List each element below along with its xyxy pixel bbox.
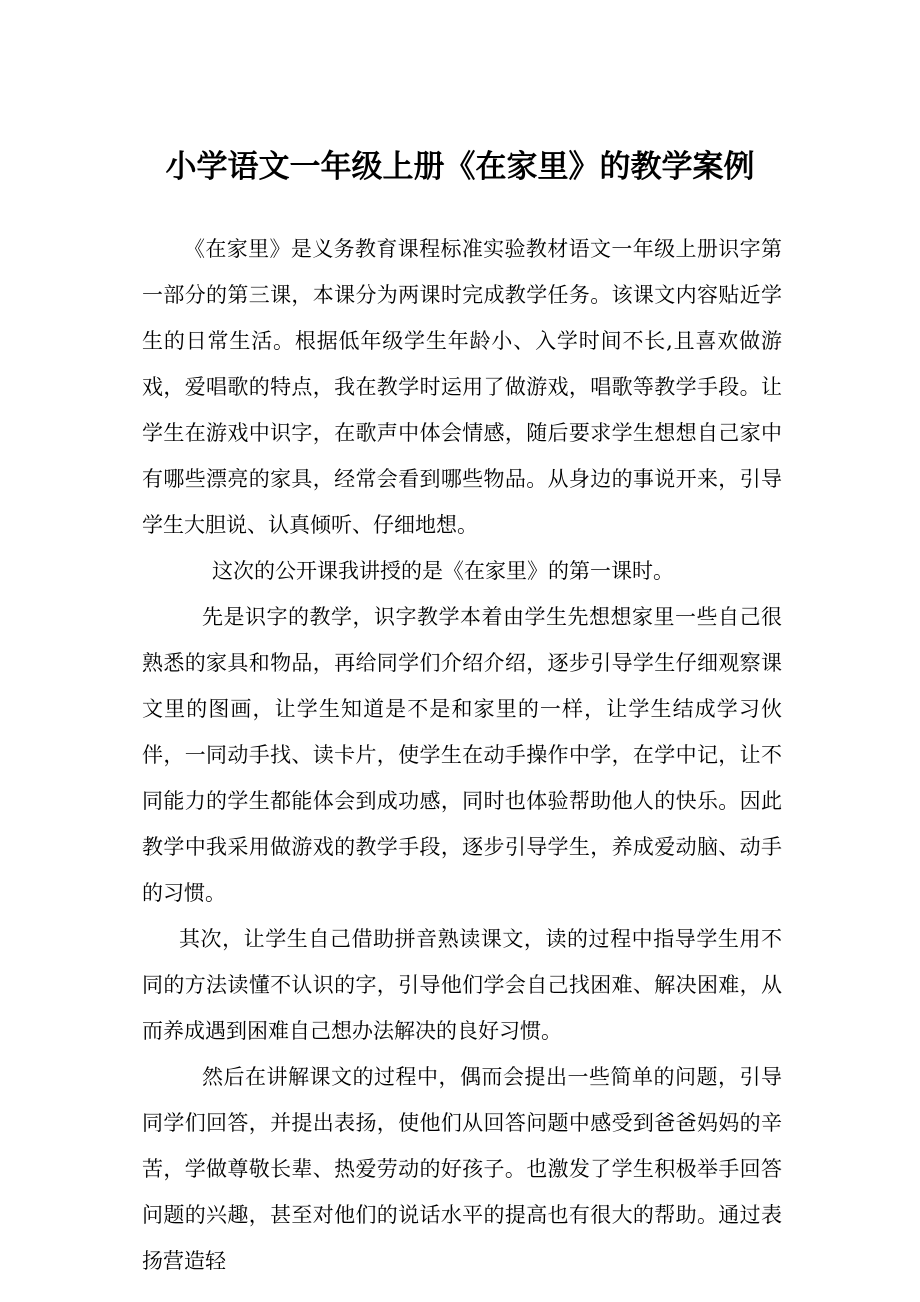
paragraph-literacy-teaching: 先是识字的教学，识字教学本着由学生先想想家里一些自己很熟悉的家具和物品，再给同学们介绍介绍，逐步引导学生仔细观察课文里的图画，让学生知道是不是和家里的一样，让学生结成学习伙伴，一同动手找、读卡片，使学生在动手操作中学，在学中记，让不同能力的学生都能体会到成功感，同时也体验帮助他人的快乐。因此教学中我采用做游戏的教学手段，逐步引导学生，养成爱动脑、动手的习惯。 [142, 605, 782, 905]
paragraph-intro: 《在家里》是义务教育课程标准实验教材语文一年级上册识字第一部分的第三课，本课分为两课时完成教学任务。该课文内容贴近学生的日常生活。根据低年级学生年龄小、入学时间不长,且喜欢做游戏，爱唱歌的特点，我在教学时运用了做游戏，唱歌等教学手段。让学生在游戏中识字，在歌声中体会情感，随后要求学生想想自己家中有哪些漂亮的家具，经常会看到哪些物品。从身边的事说开来，引导学生大胆说、认真倾听、仔细地想。 [142, 237, 782, 537]
paragraph-reading-practice: 其次，让学生自己借助拼音熟读课文，读的过程中指导学生用不同的方法读懂不认识的字，引导他们学会自己找困难、解决困难，从而养成遇到困难自己想办法解决的良好习惯。 [142, 927, 782, 1043]
document-body [142, 226, 782, 1284]
document-title: 小学语文一年级上册《在家里》的教学案例 [165, 149, 755, 185]
paragraph-text-explanation: 然后在讲解课文的过程中，偶而会提出一些简单的问题，引导同学们回答，并提出表扬，使他们从回答问题中感受到爸爸妈妈的辛苦，学做尊敬长辈、热爱劳动的好孩子。也激发了学生积极举手回答问题的兴趣，甚至对他们的说话水平的提高也有很大的帮助。通过表扬营造轻 [142, 1065, 782, 1273]
paragraph-lesson-note: 这次的公开课我讲授的是《在家里》的第一课时。 [212, 559, 674, 583]
